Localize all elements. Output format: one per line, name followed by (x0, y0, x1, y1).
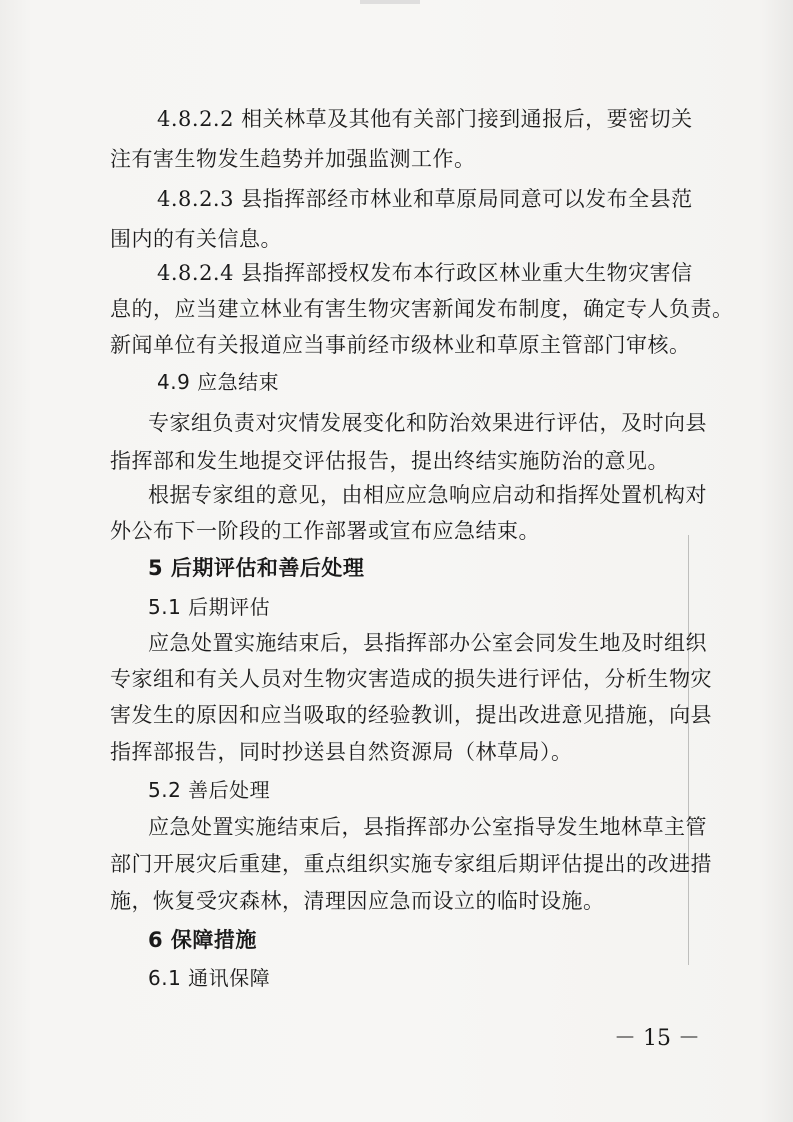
section-heading: 5 后期评估和善后处理 (148, 556, 365, 580)
paragraph-line: 害发生的原因和应当吸取的经验教训，提出改进意见措施，向县 (110, 703, 712, 727)
paragraph-line: 4.8.2.2 相关林草及其他有关部门接到通报后，要密切关 (157, 107, 693, 131)
section-heading: 6 保障措施 (148, 928, 257, 952)
paragraph-line: 施，恢复受灾森林，清理因应急而设立的临时设施。 (110, 889, 605, 913)
paragraph-line: 新闻单位有关报道应当事前经市级林业和草原主管部门审核。 (110, 333, 691, 357)
paragraph-line: 根据专家组的意见，由相应应急响应启动和指挥处置机构对 (148, 483, 707, 507)
subsection-heading: 4.9 应急结束 (157, 370, 280, 394)
paragraph-line: 指挥部报告，同时抄送县自然资源局（林草局）。 (110, 740, 573, 764)
paragraph-line: 部门开展灾后重建，重点组织实施专家组后期评估提出的改进措 (110, 852, 712, 876)
paragraph-line: 外公布下一阶段的工作部署或宣布应急结束。 (110, 519, 540, 543)
page-number: － 15 － (614, 1026, 700, 1051)
paragraph-line: 4.8.2.4 县指挥部授权发布本行政区林业重大生物灾害信 (157, 261, 693, 285)
paragraph-line: 专家组负责对灾情发展变化和防治效果进行评估，及时向县 (148, 411, 707, 435)
paragraph-line: 4.8.2.3 县指挥部经市林业和草原局同意可以发布全县范 (157, 187, 693, 211)
scan-artifact (360, 0, 420, 4)
paragraph-line: 围内的有关信息。 (110, 227, 282, 251)
subsection-heading: 5.1 后期评估 (148, 595, 271, 619)
paragraph-line: 指挥部和发生地提交评估报告，提出终结实施防治的意见。 (110, 449, 669, 473)
paragraph-line: 注有害生物发生趋势并加强监测工作。 (110, 147, 476, 171)
paragraph-line: 专家组和有关人员对生物灾害造成的损失进行评估，分析生物灾 (110, 667, 712, 691)
paragraph-line: 应急处置实施结束后，县指挥部办公室会同发生地及时组织 (148, 631, 707, 655)
subsection-heading: 6.1 通讯保障 (148, 966, 271, 990)
bleed-through-rule (688, 535, 689, 965)
paragraph-line: 应急处置实施结束后，县指挥部办公室指导发生地林草主管 (148, 815, 707, 839)
paragraph-line: 息的，应当建立林业有害生物灾害新闻发布制度，确定专人负责。 (110, 297, 734, 321)
subsection-heading: 5.2 善后处理 (148, 778, 271, 802)
